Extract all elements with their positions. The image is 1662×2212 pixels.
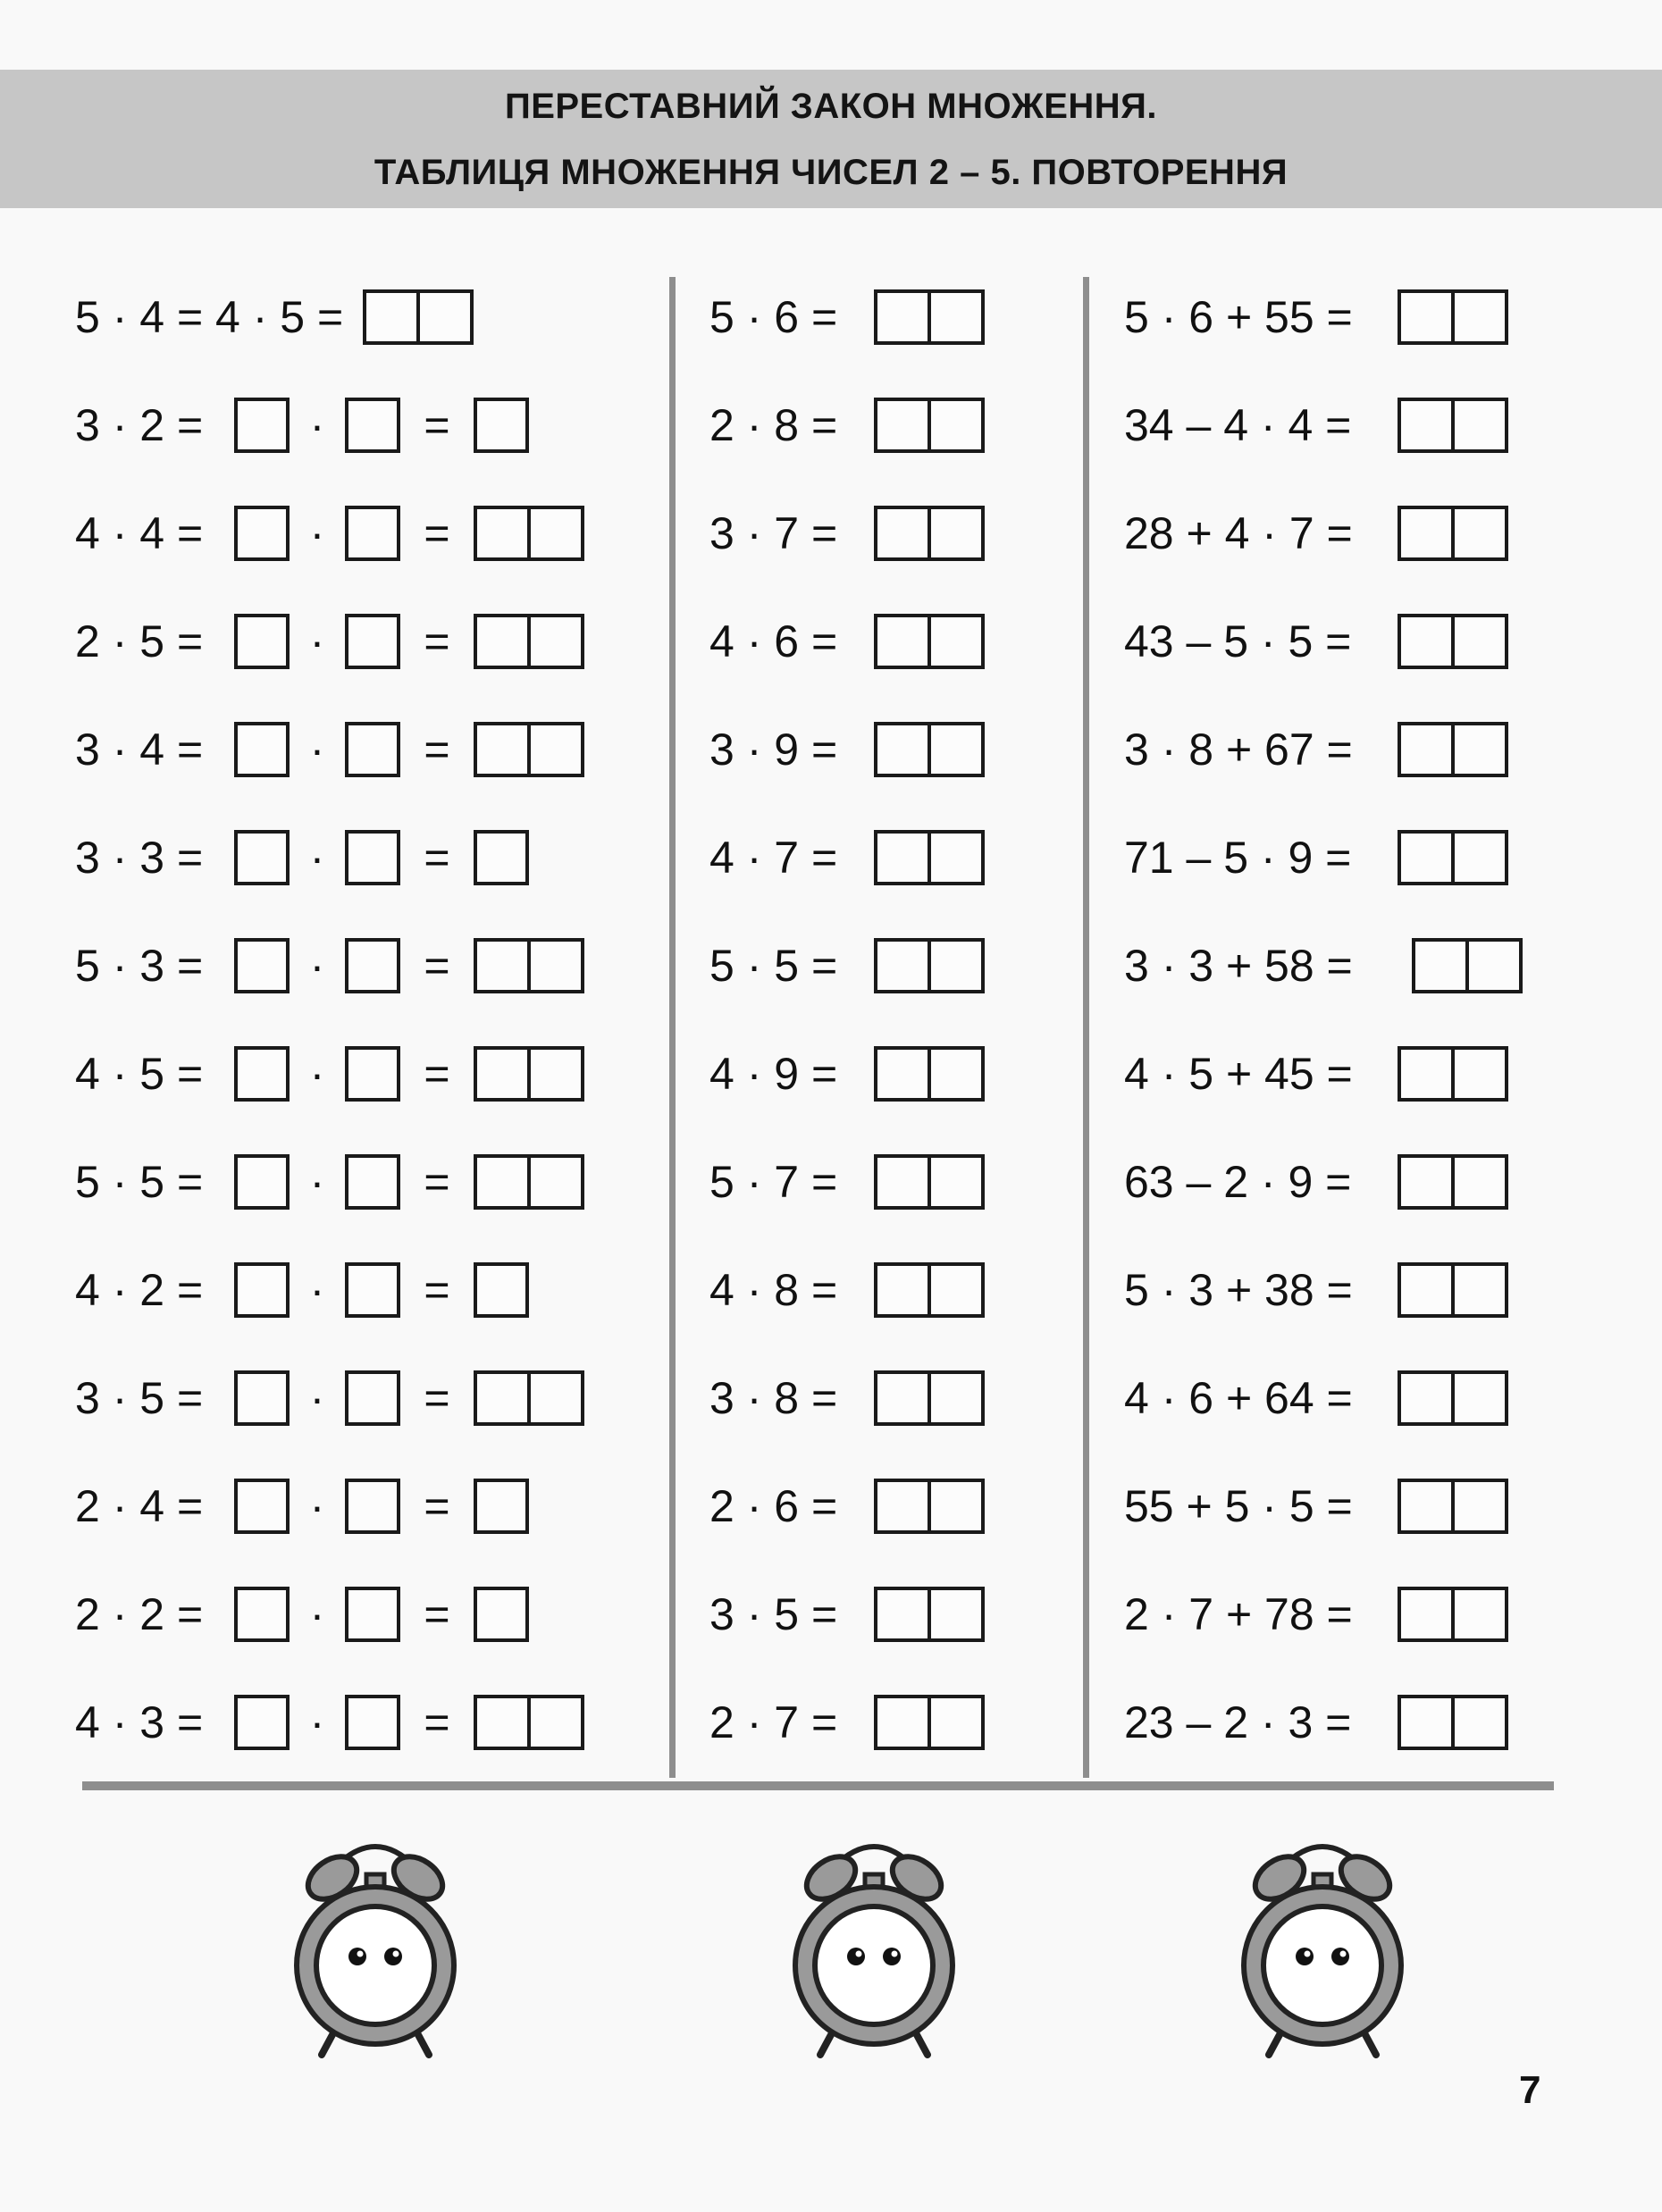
exercise-row: [709, 1693, 985, 1752]
exercise-row: [75, 1477, 529, 1536]
expression: 3 · 5 =: [75, 1373, 204, 1423]
exercise-row: [709, 720, 985, 779]
exercise-row: [75, 288, 474, 347]
dot-sign: ·: [309, 941, 325, 991]
factor-box[interactable]: [345, 722, 400, 777]
dot-sign: ·: [309, 833, 325, 883]
expression: 5 · 6 =: [709, 292, 838, 342]
factor-box[interactable]: [234, 1046, 290, 1102]
exercise-row: [1124, 396, 1508, 455]
factor-box[interactable]: [345, 938, 400, 993]
expression: 2 · 5 =: [75, 616, 204, 666]
exercise-row: [75, 396, 529, 455]
expression: 4 · 7 =: [709, 833, 838, 883]
factor-box[interactable]: [234, 1695, 290, 1750]
exercise-row: [75, 612, 584, 671]
exercise-row: [1124, 612, 1508, 671]
dot-sign: ·: [309, 508, 325, 558]
answer-box[interactable]: [1398, 1370, 1508, 1426]
expression: 5 · 3 =: [75, 941, 204, 991]
expression: 71 – 5 · 9 =: [1124, 833, 1352, 883]
expression: 2 · 7 + 78 =: [1124, 1589, 1353, 1639]
answer-box[interactable]: [1398, 1046, 1508, 1102]
equals-sign: =: [424, 616, 450, 666]
exercise-row: [75, 1044, 584, 1103]
factor-box[interactable]: [345, 1262, 400, 1318]
factor-box[interactable]: [345, 1370, 400, 1426]
answer-box[interactable]: [474, 1046, 584, 1102]
factor-box[interactable]: [234, 938, 290, 993]
exercise-row: [1124, 1152, 1508, 1211]
expression: 2 · 6 =: [709, 1481, 838, 1531]
expression: 4 · 6 =: [709, 616, 838, 666]
dot-sign: ·: [309, 1697, 325, 1747]
answer-box[interactable]: [363, 289, 474, 345]
factor-box[interactable]: [234, 1262, 290, 1318]
factor-box[interactable]: [234, 830, 290, 885]
equals-sign: =: [424, 1157, 450, 1207]
alarm-clock-icon: [785, 1831, 963, 2082]
exercise-row: [75, 1152, 584, 1211]
expression: 5 · 6 + 55 =: [1124, 292, 1353, 342]
factor-box[interactable]: [345, 1154, 400, 1210]
factor-box[interactable]: [234, 1479, 290, 1534]
answer-box[interactable]: [874, 1370, 985, 1426]
answer-box[interactable]: [874, 506, 985, 561]
answer-box[interactable]: [474, 722, 584, 777]
expression: 63 – 2 · 9 =: [1124, 1157, 1352, 1207]
answer-box[interactable]: [1398, 1262, 1508, 1318]
expression: 4 · 2 =: [75, 1265, 204, 1315]
exercise-row: [75, 1585, 529, 1644]
exercise-row: [709, 1261, 985, 1320]
answer-box[interactable]: [1398, 722, 1508, 777]
exercise-row: [709, 1044, 985, 1103]
exercise-row: [1124, 1044, 1508, 1103]
answer-box[interactable]: [874, 1479, 985, 1534]
equals-sign: =: [424, 725, 450, 775]
equals-sign: =: [424, 833, 450, 883]
factor-box[interactable]: [345, 614, 400, 669]
answer-box[interactable]: [874, 938, 985, 993]
expression: 4 · 8 =: [709, 1265, 838, 1315]
answer-box[interactable]: [874, 722, 985, 777]
exercise-row: [709, 1152, 985, 1211]
exercise-row: [1124, 720, 1508, 779]
expression: 4 · 5 =: [75, 1049, 204, 1099]
factor-box[interactable]: [234, 614, 290, 669]
equals-sign: =: [424, 1265, 450, 1315]
answer-box[interactable]: [1398, 289, 1508, 345]
answer-box[interactable]: [874, 1154, 985, 1210]
alarm-clock-icon: [1233, 1831, 1412, 2082]
exercise-row: [1124, 288, 1508, 347]
answer-box[interactable]: [874, 1262, 985, 1318]
exercise-row: [1124, 504, 1508, 563]
expression: 3 · 9 =: [709, 725, 838, 775]
expression: 2 · 2 =: [75, 1589, 204, 1639]
expression: 5 · 3 + 38 =: [1124, 1265, 1353, 1315]
page-number: 7: [1519, 2068, 1541, 2112]
factor-box[interactable]: [345, 1587, 400, 1642]
exercise-row: [709, 288, 985, 347]
answer-box[interactable]: [874, 830, 985, 885]
exercise-row: [1124, 828, 1508, 887]
dot-sign: ·: [309, 1589, 325, 1639]
expression: 5 · 4 = 4 · 5 =: [75, 292, 344, 342]
answer-box[interactable]: [874, 1695, 985, 1750]
factor-box[interactable]: [345, 1479, 400, 1534]
exercise-row: [1124, 1477, 1508, 1536]
exercise-row: [1124, 1585, 1508, 1644]
answer-box[interactable]: [474, 1479, 529, 1534]
exercise-row: [709, 1369, 985, 1428]
exercise-row: [709, 396, 985, 455]
dot-sign: ·: [309, 1049, 325, 1099]
dot-sign: ·: [309, 725, 325, 775]
expression: 3 · 8 =: [709, 1373, 838, 1423]
answer-box[interactable]: [474, 1262, 529, 1318]
expression: 3 · 4 =: [75, 725, 204, 775]
answer-box[interactable]: [1398, 1695, 1508, 1750]
exercise-row: [75, 504, 584, 563]
bottom-divider: [82, 1781, 1554, 1790]
factor-box[interactable]: [234, 1587, 290, 1642]
expression: 4 · 4 =: [75, 508, 204, 558]
answer-box[interactable]: [474, 830, 529, 885]
exercise-row: [75, 828, 529, 887]
column-divider-1: [669, 277, 676, 1778]
factor-box[interactable]: [345, 506, 400, 561]
equals-sign: =: [424, 508, 450, 558]
exercise-row: [75, 1261, 529, 1320]
factor-box[interactable]: [345, 1695, 400, 1750]
answer-box[interactable]: [474, 1370, 584, 1426]
factor-box[interactable]: [345, 398, 400, 453]
expression: 55 + 5 · 5 =: [1124, 1481, 1353, 1531]
dot-sign: ·: [309, 400, 325, 450]
expression: 3 · 5 =: [709, 1589, 838, 1639]
answer-box[interactable]: [1398, 1154, 1508, 1210]
equals-sign: =: [424, 1589, 450, 1639]
equals-sign: =: [424, 1049, 450, 1099]
expression: 2 · 8 =: [709, 400, 838, 450]
exercise-row: [1124, 1261, 1508, 1320]
dot-sign: ·: [309, 1373, 325, 1423]
answer-box[interactable]: [874, 1587, 985, 1642]
alarm-clock-icon: [286, 1831, 465, 2082]
header-title-line1: ПЕРЕСТАВНИЙ ЗАКОН МНОЖЕННЯ.: [504, 86, 1158, 126]
exercise-row: [75, 1693, 584, 1752]
expression: 5 · 5 =: [709, 941, 838, 991]
exercise-row: [1124, 1693, 1508, 1752]
answer-box[interactable]: [1398, 830, 1508, 885]
expression: 4 · 3 =: [75, 1697, 204, 1747]
answer-box[interactable]: [474, 506, 584, 561]
expression: 2 · 7 =: [709, 1697, 838, 1747]
answer-box[interactable]: [1398, 398, 1508, 453]
expression: 3 · 3 =: [75, 833, 204, 883]
exercise-row: [1124, 936, 1523, 995]
expression: 4 · 6 + 64 =: [1124, 1373, 1353, 1423]
answer-box[interactable]: [474, 938, 584, 993]
answer-box[interactable]: [1398, 1587, 1508, 1642]
factor-box[interactable]: [345, 1046, 400, 1102]
exercise-row: [709, 828, 985, 887]
answer-box[interactable]: [474, 614, 584, 669]
exercise-row: [709, 1585, 985, 1644]
answer-box[interactable]: [474, 1587, 529, 1642]
answer-box[interactable]: [1398, 506, 1508, 561]
expression: 5 · 5 =: [75, 1157, 204, 1207]
factor-box[interactable]: [345, 830, 400, 885]
exercise-row: [75, 1369, 584, 1428]
expression: 28 + 4 · 7 =: [1124, 508, 1353, 558]
exercise-row: [709, 936, 985, 995]
factor-box[interactable]: [234, 722, 290, 777]
expression: 3 · 3 + 58 =: [1124, 941, 1353, 991]
answer-box[interactable]: [874, 614, 985, 669]
answer-box[interactable]: [874, 398, 985, 453]
expression: 5 · 7 =: [709, 1157, 838, 1207]
expression: 43 – 5 · 5 =: [1124, 616, 1352, 666]
expression: 2 · 4 =: [75, 1481, 204, 1531]
answer-box[interactable]: [1398, 1479, 1508, 1534]
dot-sign: ·: [309, 1157, 325, 1207]
exercise-row: [709, 504, 985, 563]
answer-box[interactable]: [474, 398, 529, 453]
expression: 4 · 5 + 45 =: [1124, 1049, 1353, 1099]
expression: 3 · 7 =: [709, 508, 838, 558]
answer-box[interactable]: [1398, 614, 1508, 669]
equals-sign: =: [424, 1697, 450, 1747]
answer-box[interactable]: [874, 289, 985, 345]
factor-box[interactable]: [234, 506, 290, 561]
equals-sign: =: [424, 941, 450, 991]
header-title-line2: ТАБЛИЦЯ МНОЖЕННЯ ЧИСЕЛ 2 – 5. ПОВТОРЕННЯ: [374, 152, 1288, 192]
column-divider-2: [1083, 277, 1089, 1778]
factor-box[interactable]: [234, 398, 290, 453]
exercise-row: [75, 936, 584, 995]
expression: 3 · 2 =: [75, 400, 204, 450]
exercise-row: [75, 720, 584, 779]
answer-box[interactable]: [1412, 938, 1523, 993]
equals-sign: =: [424, 400, 450, 450]
dot-sign: ·: [309, 616, 325, 666]
expression: 34 – 4 · 4 =: [1124, 400, 1352, 450]
exercise-row: [1124, 1369, 1508, 1428]
expression: 4 · 9 =: [709, 1049, 838, 1099]
exercise-row: [709, 612, 985, 671]
factor-box[interactable]: [234, 1370, 290, 1426]
exercise-row: [709, 1477, 985, 1536]
equals-sign: =: [424, 1373, 450, 1423]
equals-sign: =: [424, 1481, 450, 1531]
factor-box[interactable]: [234, 1154, 290, 1210]
answer-box[interactable]: [474, 1695, 584, 1750]
answer-box[interactable]: [474, 1154, 584, 1210]
dot-sign: ·: [309, 1265, 325, 1315]
expression: 23 – 2 · 3 =: [1124, 1697, 1352, 1747]
expression: 3 · 8 + 67 =: [1124, 725, 1353, 775]
page-header: [0, 70, 1662, 208]
dot-sign: ·: [309, 1481, 325, 1531]
answer-box[interactable]: [874, 1046, 985, 1102]
